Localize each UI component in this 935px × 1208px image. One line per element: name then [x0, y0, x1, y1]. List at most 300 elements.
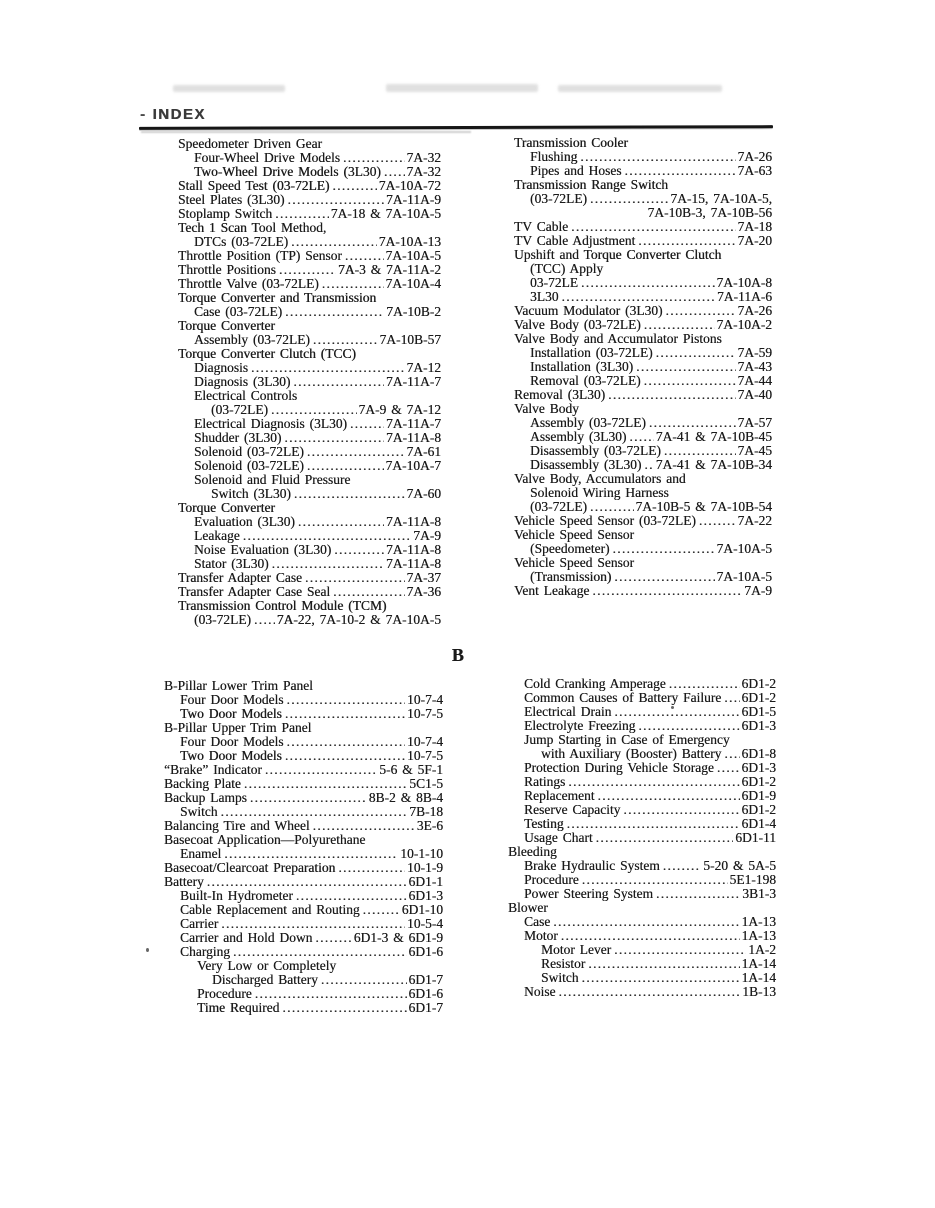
index-group-heading — [178, 291, 441, 305]
entry-label: Vehicle Speed Sensor — [514, 555, 634, 570]
entry-page-ref: 7A-11A-8 — [386, 514, 441, 529]
dot-leader — [596, 831, 734, 845]
entry-label: Electrolyte Freezing — [524, 718, 636, 733]
entry-label: Pipes and Hoses — [530, 163, 622, 178]
index-entry — [514, 304, 772, 318]
entry-label: Motor Lever — [541, 942, 612, 957]
dot-leader — [294, 487, 405, 501]
dot-leader — [559, 985, 741, 999]
entry-page-ref: 7A-41 & 7A-10B-45 — [655, 429, 772, 444]
entry-label: (Speedometer) — [530, 541, 610, 556]
index-entry — [178, 585, 441, 599]
entry-page-ref: 6D1-3 & 6D1-9 — [353, 930, 443, 945]
entry-label: Bleeding — [508, 844, 557, 859]
entry-page-ref: 6D1-2 — [741, 690, 776, 705]
index-entry — [508, 831, 776, 845]
index-group-heading — [178, 473, 441, 487]
index-group-heading — [514, 556, 772, 570]
entry-page-ref: 6D1-2 — [741, 676, 776, 691]
dot-leader — [665, 304, 735, 318]
index-entry — [164, 987, 443, 1001]
dot-leader — [625, 164, 736, 178]
entry-label: Basecoat/Clearcoat Preparation — [164, 860, 336, 875]
index-entry — [178, 403, 441, 417]
entry-page-ref: 7A-11A-8 — [386, 556, 441, 571]
dot-leader — [315, 931, 351, 945]
entry-label: Valve Body — [514, 401, 579, 416]
entry-page-ref: 7A-11A-9 — [386, 192, 441, 207]
dot-leader — [250, 791, 367, 805]
entry-label: Removal (3L30) — [514, 387, 606, 402]
index-entry — [178, 543, 441, 557]
dot-leader — [305, 571, 405, 585]
entry-label: Cold Cranking Amperage — [524, 676, 666, 691]
entry-page-ref: 7A-22, 7A-10-2 & 7A-10A-5 — [276, 612, 441, 627]
entry-page-ref: 7A-60 — [406, 486, 441, 501]
index-group-heading — [508, 901, 776, 915]
entry-label: Transfer Adapter Case Seal — [178, 584, 331, 599]
index-entry — [178, 361, 441, 375]
dot-leader — [384, 165, 405, 179]
dot-leader — [644, 318, 715, 332]
entry-page-ref: 6D1-3 — [741, 760, 776, 775]
entry-page-ref: 6D1-11 — [735, 830, 776, 845]
entry-label: Torque Converter — [178, 500, 275, 515]
index-entry — [514, 430, 772, 444]
dot-leader — [313, 819, 415, 833]
dot-leader — [582, 971, 740, 985]
index-entry — [508, 747, 776, 761]
index-entry — [514, 570, 772, 584]
dot-leader — [233, 945, 407, 959]
index-entry — [178, 529, 441, 543]
entry-label: (TCC) Apply — [530, 261, 604, 276]
index-entry — [508, 859, 776, 873]
dot-leader — [699, 514, 736, 528]
dot-leader — [588, 957, 739, 971]
entry-label: Enamel — [180, 846, 222, 861]
dot-leader — [255, 987, 407, 1001]
entry-label: Disassembly (03-72LE) — [530, 443, 661, 458]
entry-page-ref: 7A-11A-7 — [386, 374, 441, 389]
dot-leader — [334, 543, 384, 557]
entry-label: Transmission Cooler — [514, 135, 628, 150]
index-entry — [514, 514, 772, 528]
entry-label: Electrical Diagnosis (3L30) — [194, 416, 347, 431]
entry-label: Vent Leakage — [514, 583, 590, 598]
dot-leader — [298, 515, 384, 529]
entry-page-ref: 10-1-9 — [407, 860, 443, 875]
index-entry — [508, 943, 776, 957]
dot-leader — [207, 875, 407, 889]
entry-label: Brake Hydraulic System — [524, 858, 660, 873]
entry-label: Valve Body, Accumulators and — [514, 471, 686, 486]
entry-page-ref: 10-7-5 — [407, 706, 443, 721]
entry-label: Assembly (3L30) — [530, 429, 627, 444]
index-entry — [514, 234, 772, 248]
entry-page-ref: 7A-9 & 7A-12 — [358, 402, 441, 417]
entry-page-ref: 7A-9 — [744, 583, 772, 598]
entry-label: Tech 1 Scan Tool Method, — [178, 220, 327, 235]
entry-label: Electrical Controls — [194, 388, 298, 403]
index-entry — [164, 931, 443, 945]
index-group-heading — [514, 248, 772, 262]
entry-label: Installation (3L30) — [530, 359, 634, 374]
entry-label: Two Door Models — [180, 706, 282, 721]
entry-page-ref: 10-7-4 — [407, 734, 443, 749]
index-entry — [508, 761, 776, 775]
dot-leader — [590, 500, 634, 514]
index-entry — [178, 263, 441, 277]
entry-label: Stator (3L30) — [194, 556, 269, 571]
index-entry — [178, 305, 441, 319]
dot-leader — [243, 529, 412, 543]
index-entry — [508, 775, 776, 789]
index-entry — [178, 179, 441, 193]
entry-label: Resistor — [541, 956, 586, 971]
entry-page-ref: 1A-14 — [741, 956, 776, 971]
entry-page-ref: 7A-44 — [737, 373, 772, 388]
entry-label: Very Low or Completely — [197, 958, 337, 973]
dot-leader — [663, 859, 702, 873]
dot-leader — [251, 361, 405, 375]
entry-page-ref: 5-6 & 5F-1 — [379, 762, 443, 777]
entry-label: Electrical Drain — [524, 704, 612, 719]
index-group-heading — [178, 599, 441, 613]
entry-label: with Auxiliary (Booster) Battery — [541, 746, 722, 761]
entry-label: Four-Wheel Drive Models — [194, 150, 340, 165]
index-entry — [508, 803, 776, 817]
index-group-heading — [514, 262, 772, 276]
entry-page-ref: 7A-10A-13 — [378, 234, 441, 249]
index-entry — [178, 515, 441, 529]
entry-label: 3L30 — [530, 289, 559, 304]
entry-label: Power Steering System — [524, 886, 653, 901]
entry-label: (03-72LE) — [211, 402, 268, 417]
entry-page-ref: 1A-2 — [748, 942, 776, 957]
entry-page-ref: 6D1-2 — [741, 802, 776, 817]
index-column-b-right — [508, 677, 776, 999]
index-entry — [178, 557, 441, 571]
index-entry — [164, 819, 443, 833]
dot-leader — [287, 693, 406, 707]
entry-page-ref: 7A-10A-7 — [385, 458, 441, 473]
entry-page-ref: 7A-10B-5 & 7A-10B-54 — [635, 499, 772, 514]
dot-leader — [636, 360, 735, 374]
entry-label: Battery — [164, 874, 204, 889]
index-group-heading — [514, 486, 772, 500]
entry-page-ref: 7A-10A-5 — [716, 541, 772, 556]
entry-label: Cable Replacement and Routing — [180, 902, 360, 917]
entry-page-ref: 7A-63 — [737, 163, 772, 178]
index-entry — [164, 693, 443, 707]
entry-label: Disassembly (3L30) — [530, 457, 642, 472]
index-entry — [178, 375, 441, 389]
dot-leader — [656, 887, 740, 901]
index-entry — [164, 917, 443, 931]
entry-label: Blower — [508, 900, 548, 915]
dot-leader — [296, 889, 407, 903]
entry-page-ref: 7A-11A-7 — [386, 416, 441, 431]
entry-label: Solenoid Wiring Harness — [530, 485, 669, 500]
index-column-top-left — [178, 137, 441, 627]
entry-page-ref: 7A-12 — [406, 360, 441, 375]
entry-page-ref: 7A-18 — [737, 219, 772, 234]
index-entry — [178, 207, 441, 221]
entry-label: (Transmission) — [530, 569, 612, 584]
index-group-heading — [514, 528, 772, 542]
index-entry — [178, 333, 441, 347]
entry-label: Case (03-72LE) — [194, 304, 283, 319]
index-group-heading — [508, 845, 776, 859]
dot-leader — [284, 431, 384, 445]
entry-page-ref: 7A-18 & 7A-10A-5 — [330, 206, 441, 221]
entry-page-ref: 6D1-7 — [408, 972, 443, 987]
entry-page-ref: 10-7-5 — [407, 748, 443, 763]
index-entry — [514, 374, 772, 388]
dot-leader — [224, 847, 398, 861]
entry-page-ref: 7A-15, 7A-10A-5, — [670, 191, 772, 206]
dot-leader — [321, 973, 407, 987]
dot-leader — [638, 719, 739, 733]
entry-page-ref: 7A-37 — [406, 570, 441, 585]
index-entry — [178, 165, 441, 179]
entry-label: Solenoid (03-72LE) — [194, 458, 304, 473]
index-group-heading — [514, 402, 772, 416]
index-entry — [508, 915, 776, 929]
index-group-heading — [178, 501, 441, 515]
entry-page-ref: 5E1-198 — [729, 872, 776, 887]
entry-label: Diagnosis — [194, 360, 248, 375]
entry-label: Valve Body (03-72LE) — [514, 317, 641, 332]
index-entry — [164, 707, 443, 721]
dot-leader — [221, 805, 408, 819]
entry-label: Basecoat Application—Polyurethane — [164, 832, 366, 847]
entry-label: Switch — [180, 804, 218, 819]
entry-page-ref: 1A-14 — [741, 970, 776, 985]
entry-label: Procedure — [197, 986, 252, 1001]
header-rule-echo — [141, 131, 471, 133]
dot-leader — [333, 585, 404, 599]
page-title — [140, 106, 206, 123]
index-entry — [508, 691, 776, 705]
index-group-heading — [164, 679, 443, 693]
dot-leader — [582, 873, 728, 887]
entry-page-ref: 5C1-5 — [409, 776, 443, 791]
header-rule — [139, 125, 773, 130]
entry-label: Carrier — [180, 916, 219, 931]
dot-leader — [561, 929, 740, 943]
scan-speck — [146, 948, 149, 952]
entry-label: Time Required — [197, 1000, 280, 1015]
entry-label: Jump Starting in Case of Emergency — [524, 732, 730, 747]
dot-leader — [592, 584, 742, 598]
entry-label: Four Door Models — [180, 692, 284, 707]
entry-page-ref: 7A-11A-6 — [717, 289, 772, 304]
entry-label: Leakage — [194, 528, 240, 543]
entry-page-ref: 6D1-9 — [741, 788, 776, 803]
entry-label: Transmission Range Switch — [514, 177, 669, 192]
index-entry — [514, 444, 772, 458]
entry-label: Four Door Models — [180, 734, 284, 749]
entry-page-ref: 7A-10B-3, 7A-10B-56 — [647, 205, 772, 220]
title-dash: - — [140, 106, 147, 123]
entry-page-ref: 7A-26 — [737, 303, 772, 318]
entry-label: Torque Converter — [178, 318, 275, 333]
entry-page-ref: 6D1-3 — [408, 888, 443, 903]
index-entry — [178, 487, 441, 501]
index-entry — [164, 903, 443, 917]
entry-label: Vehicle Speed Sensor — [514, 527, 634, 542]
dot-leader — [293, 375, 384, 389]
entry-label: Usage Chart — [524, 830, 593, 845]
index-column-b-left — [164, 679, 443, 1015]
dot-leader — [332, 179, 376, 193]
dot-leader — [614, 705, 739, 719]
dot-leader — [350, 417, 384, 431]
entry-label: Upshift and Torque Converter Clutch — [514, 247, 722, 262]
entry-label: Case — [524, 914, 551, 929]
index-entry-continuation — [514, 206, 772, 220]
entry-page-ref: 7A-26 — [737, 149, 772, 164]
index-entry — [508, 971, 776, 985]
index-entry — [164, 861, 443, 875]
index-group-heading — [514, 136, 772, 150]
dot-leader — [322, 277, 384, 291]
title-text: INDEX — [152, 106, 206, 123]
entry-page-ref: 7A-9 — [413, 528, 441, 543]
entry-page-ref: 10-1-10 — [400, 846, 443, 861]
entry-page-ref: 3E-6 — [416, 818, 443, 833]
index-entry — [514, 192, 772, 206]
dot-leader — [568, 775, 739, 789]
entry-label: Common Causes of Battery Failure — [524, 690, 722, 705]
index-entry — [514, 584, 772, 598]
entry-label: B-Pillar Lower Trim Panel — [164, 678, 313, 693]
entry-page-ref: 7A-59 — [737, 345, 772, 360]
entry-page-ref: 7A-10A-72 — [378, 178, 441, 193]
entry-page-ref: 6D1-4 — [741, 816, 776, 831]
entry-label: (03-72LE) — [530, 191, 587, 206]
index-entry — [164, 1001, 443, 1015]
entry-label: Vacuum Modulator (3L30) — [514, 303, 663, 318]
dot-leader — [291, 235, 377, 249]
dot-leader — [553, 915, 739, 929]
entry-label: (03-72LE) — [194, 612, 251, 627]
dot-leader — [612, 542, 714, 556]
entry-page-ref: 1A-13 — [741, 914, 776, 929]
entry-label: Balancing Tire and Wheel — [164, 818, 310, 833]
index-group-heading — [514, 472, 772, 486]
index-entry — [178, 151, 441, 165]
dot-leader — [717, 761, 740, 775]
index-entry — [508, 719, 776, 733]
index-entry — [508, 705, 776, 719]
entry-label: Discharged Battery — [212, 972, 318, 987]
entry-label: Solenoid (03-72LE) — [194, 444, 304, 459]
entry-page-ref: 7A-10A-2 — [716, 317, 772, 332]
entry-page-ref: 7B-18 — [409, 804, 443, 819]
entry-label: Transfer Adapter Case — [178, 570, 302, 585]
index-entry — [164, 749, 443, 763]
entry-label: TV Cable Adjustment — [514, 233, 636, 248]
entry-label: Evaluation (3L30) — [194, 514, 295, 529]
entry-page-ref: 7A-61 — [406, 444, 441, 459]
entry-label: Assembly (03-72LE) — [530, 415, 646, 430]
dot-leader — [272, 557, 384, 571]
entry-page-ref: 7A-10B-57 — [379, 332, 441, 347]
index-group-heading — [178, 389, 441, 403]
entry-label: Torque Converter Clutch (TCC) — [178, 346, 356, 361]
index-entry — [164, 735, 443, 749]
entry-label: Throttle Valve (03-72LE) — [178, 276, 319, 291]
index-entry — [178, 445, 441, 459]
entry-label: Valve Body and Accumulator Pistons — [514, 331, 722, 346]
index-entry — [178, 277, 441, 291]
entry-label: Speedometer Driven Gear — [178, 136, 322, 151]
dot-leader — [313, 333, 378, 347]
entry-page-ref: 7A-10A-8 — [716, 275, 772, 290]
dot-leader — [664, 444, 736, 458]
entry-page-ref: 7A-57 — [737, 415, 772, 430]
dot-leader — [562, 290, 716, 304]
dot-leader — [669, 677, 740, 691]
entry-label: Noise Evaluation (3L30) — [194, 542, 332, 557]
entry-label: Stall Speed Test (03-72LE) — [178, 178, 330, 193]
dot-leader — [345, 249, 384, 263]
dot-leader — [307, 459, 384, 473]
dot-leader — [567, 817, 740, 831]
entry-page-ref: 8B-2 & 8B-4 — [368, 790, 443, 805]
index-entry — [514, 290, 772, 304]
dot-leader — [638, 234, 735, 248]
dot-leader — [614, 943, 746, 957]
entry-page-ref: 7A-20 — [737, 233, 772, 248]
entry-page-ref: 6D1-1 — [408, 874, 443, 889]
index-entry — [508, 929, 776, 943]
index-entry — [514, 220, 772, 234]
index-group-heading — [164, 959, 443, 973]
dot-leader — [597, 789, 739, 803]
section-letter-heading: B — [451, 645, 465, 665]
index-entry — [514, 164, 772, 178]
dot-leader — [285, 749, 405, 763]
index-group-heading — [178, 347, 441, 361]
entry-label: Vehicle Speed Sensor (03-72LE) — [514, 513, 696, 528]
index-entry — [178, 431, 441, 445]
entry-page-ref: 5-20 & 5A-5 — [703, 858, 776, 873]
dot-leader — [279, 263, 336, 277]
dot-leader — [275, 207, 329, 221]
dot-leader — [282, 1001, 406, 1015]
index-entry — [164, 875, 443, 889]
entry-label: Backing Plate — [164, 776, 241, 791]
entry-page-ref: 7A-11A-8 — [386, 430, 441, 445]
index-entry — [508, 789, 776, 803]
index-entry — [178, 249, 441, 263]
index-group-heading — [514, 332, 772, 346]
dot-leader — [363, 903, 400, 917]
dot-leader — [285, 707, 405, 721]
dot-leader — [265, 763, 377, 777]
entry-page-ref: 7A-45 — [737, 443, 772, 458]
dot-leader — [343, 151, 405, 165]
entry-page-ref: 7A-10B-2 — [386, 304, 441, 319]
entry-label: Replacement — [524, 788, 595, 803]
entry-page-ref: 7A-3 & 7A-11A-2 — [338, 262, 441, 277]
entry-label: DTCs (03-72LE) — [194, 234, 289, 249]
entry-label: Assembly (03-72LE) — [194, 332, 310, 347]
